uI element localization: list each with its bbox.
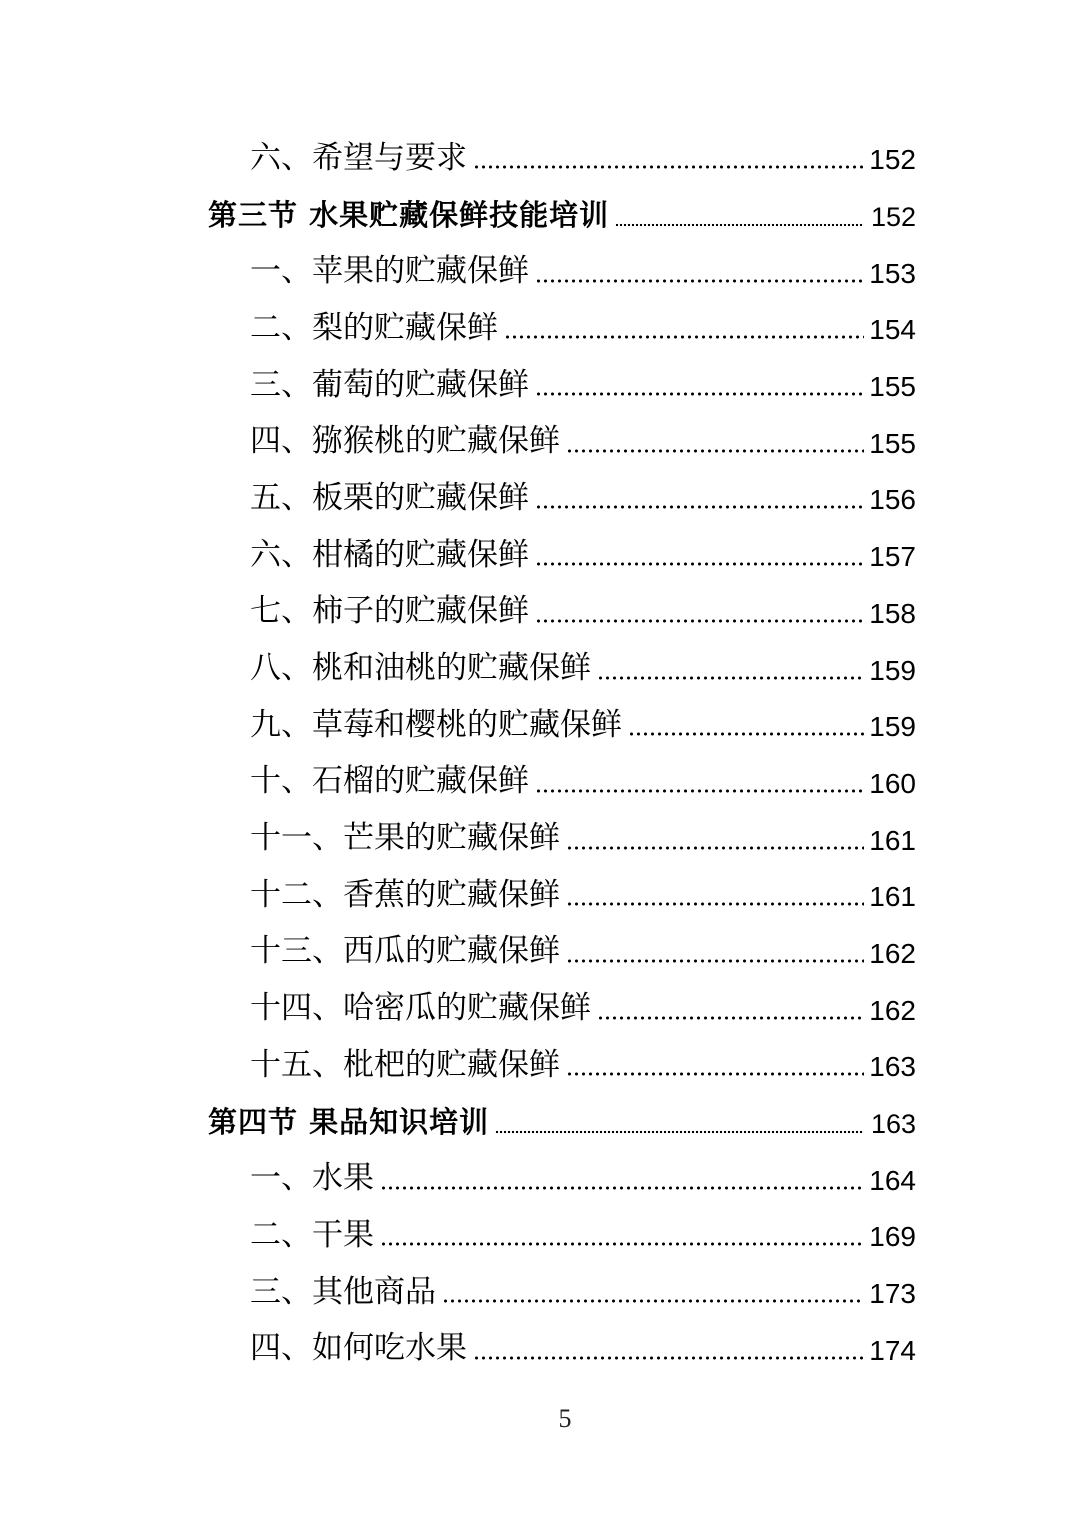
dot-leader — [615, 221, 864, 229]
toc-entry[interactable] — [0, 1264, 1080, 1321]
toc-section-heading[interactable] — [0, 1094, 1080, 1151]
toc-entry-title: 六、希望与要求 — [250, 139, 467, 176]
toc-entry-page: 162 — [869, 994, 916, 1026]
toc-section-page: 152 — [870, 201, 916, 232]
toc-entry-title: 十三、西瓜的贮藏保鲜 — [250, 933, 560, 970]
dot-leader — [380, 1184, 864, 1192]
toc-entry[interactable] — [0, 584, 1080, 641]
toc-entry-page: 159 — [869, 654, 916, 686]
toc-entry[interactable] — [0, 867, 1080, 924]
toc-entry-title: 十五、枇杷的贮藏保鲜 — [250, 1046, 560, 1083]
toc-entry-title: 二、干果 — [250, 1216, 374, 1253]
dot-leader — [566, 957, 864, 965]
toc-section-title: 第四节 果品知识培训 — [208, 1104, 490, 1139]
dot-leader — [597, 1014, 864, 1022]
toc-entry[interactable] — [0, 754, 1080, 811]
page-number: 5 — [558, 1404, 572, 1433]
toc-entry[interactable] — [0, 527, 1080, 584]
toc-entry[interactable] — [0, 1320, 1080, 1377]
toc-entry-page: 163 — [869, 1051, 916, 1083]
toc-entry-title: 八、桃和油桃的贮藏保鲜 — [250, 650, 591, 687]
toc-entry-page: 155 — [869, 427, 916, 459]
dot-leader — [504, 333, 864, 341]
toc-entry-page: 174 — [869, 1334, 916, 1366]
toc-entry[interactable] — [0, 697, 1080, 754]
toc-entry-page: 159 — [869, 711, 916, 743]
toc-entry[interactable] — [0, 810, 1080, 867]
dot-leader — [535, 503, 864, 511]
dot-leader — [535, 390, 864, 398]
dot-leader — [566, 1070, 864, 1078]
toc-section-page: 163 — [870, 1108, 916, 1139]
toc-entry-page: 155 — [869, 371, 916, 403]
toc-entry-page: 161 — [869, 881, 916, 913]
toc-entry-page: 173 — [869, 1278, 916, 1310]
dot-leader — [442, 1297, 864, 1305]
toc-entry-title: 十一、芒果的贮藏保鲜 — [250, 820, 560, 857]
toc-entry[interactable] — [0, 640, 1080, 697]
dot-leader — [473, 1354, 864, 1362]
toc-entry-page: 154 — [869, 314, 916, 346]
toc-entry-title: 九、草莓和樱桃的贮藏保鲜 — [250, 706, 622, 743]
toc-entry[interactable] — [0, 1207, 1080, 1264]
toc-entry[interactable] — [0, 357, 1080, 414]
toc-entry-page: 156 — [869, 484, 916, 516]
dot-leader — [597, 674, 864, 682]
toc-entry[interactable] — [0, 300, 1080, 357]
toc-entry[interactable] — [0, 924, 1080, 981]
dot-leader — [495, 1128, 864, 1136]
toc-entry-page: 162 — [869, 937, 916, 969]
dot-leader — [535, 787, 864, 795]
dot-leader — [566, 447, 864, 455]
toc-section-heading[interactable] — [0, 187, 1080, 244]
toc-entry-title: 六、柑橘的贮藏保鲜 — [250, 536, 529, 573]
toc-entry-title: 四、如何吃水果 — [250, 1330, 467, 1367]
dot-leader — [566, 844, 864, 852]
toc-entry-page: 158 — [869, 597, 916, 629]
toc-entry-page: 160 — [869, 767, 916, 799]
toc-entry[interactable] — [0, 470, 1080, 527]
toc-entry[interactable] — [0, 1037, 1080, 1094]
toc-entry-page: 169 — [869, 1221, 916, 1253]
dot-leader — [380, 1240, 864, 1248]
dot-leader — [535, 560, 864, 568]
dot-leader — [566, 900, 864, 908]
toc-entry-page: 153 — [869, 257, 916, 289]
table-of-contents — [0, 130, 1080, 1377]
toc-entry[interactable] — [0, 130, 1080, 187]
toc-entry-page: 152 — [869, 144, 916, 176]
toc-entry-page: 157 — [869, 541, 916, 573]
toc-entry-title: 十二、香蕉的贮藏保鲜 — [250, 876, 560, 913]
dot-leader — [535, 277, 864, 285]
dot-leader — [535, 617, 864, 625]
toc-entry-title: 三、其他商品 — [250, 1273, 436, 1310]
toc-entry-title: 四、猕猴桃的贮藏保鲜 — [250, 423, 560, 460]
toc-entry-title: 一、苹果的贮藏保鲜 — [250, 253, 529, 290]
toc-entry[interactable] — [0, 980, 1080, 1037]
toc-entry[interactable] — [0, 413, 1080, 470]
dot-leader — [473, 163, 864, 171]
toc-entry-title: 二、梨的贮藏保鲜 — [250, 309, 498, 346]
toc-entry-page: 161 — [869, 824, 916, 856]
toc-entry-title: 三、葡萄的贮藏保鲜 — [250, 366, 529, 403]
toc-entry-title: 一、水果 — [250, 1160, 374, 1197]
toc-entry-title: 十、石榴的贮藏保鲜 — [250, 763, 529, 800]
toc-entry[interactable] — [0, 243, 1080, 300]
toc-entry-title: 七、柿子的贮藏保鲜 — [250, 593, 529, 630]
toc-entry-title: 十四、哈密瓜的贮藏保鲜 — [250, 990, 591, 1027]
toc-entry[interactable] — [0, 1150, 1080, 1207]
dot-leader — [628, 730, 864, 738]
toc-section-title: 第三节 水果贮藏保鲜技能培训 — [208, 197, 610, 232]
toc-entry-title: 五、板栗的贮藏保鲜 — [250, 479, 529, 516]
toc-entry-page: 164 — [869, 1164, 916, 1196]
